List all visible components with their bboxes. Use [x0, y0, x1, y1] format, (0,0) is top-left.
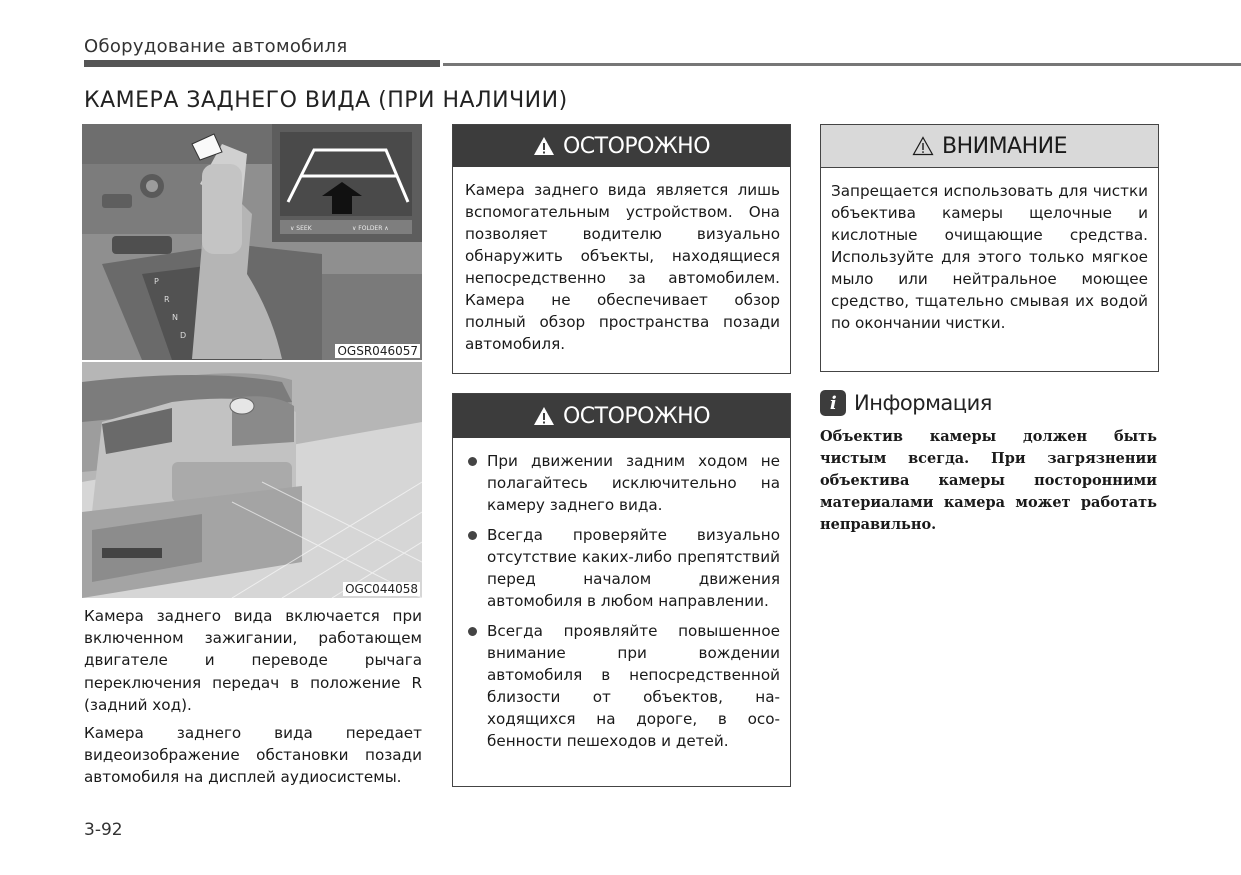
- notice-title: ВНИМАНИЕ: [941, 133, 1068, 159]
- warning-triangle-icon: [533, 136, 555, 156]
- section-title: Оборудование автомобиля: [84, 36, 348, 57]
- gear-shifter-illustration: [82, 124, 422, 360]
- info-header: [820, 390, 992, 416]
- page-number: 3-92: [84, 820, 123, 840]
- car-rear-illustration: [82, 362, 422, 598]
- svg-text:P: P: [154, 277, 159, 286]
- caution-box-bullets: [452, 393, 791, 787]
- list-item-text: Всегда проявляйте повышенное внимание при вождении автомобиля в непосредственной близости от объектов, находящихся на дороге, в особенности пешеходов и детей.: [487, 622, 780, 750]
- svg-text:N: N: [172, 313, 178, 322]
- page-title: КАМЕРА ЗАДНЕГО ВИДА (ПРИ НАЛИЧИИ): [84, 88, 568, 113]
- caution-header: [453, 125, 790, 167]
- image-code: OGC044058: [345, 582, 418, 596]
- info-icon: i: [820, 390, 846, 416]
- notice-box: [820, 124, 1159, 372]
- caution-title: ОСТОРОЖНО: [562, 133, 711, 159]
- caution-header: [453, 394, 790, 438]
- list-item: [465, 524, 780, 612]
- header-rule-thin: [443, 63, 1241, 66]
- caution-list: [453, 438, 790, 752]
- warning-outline-icon: [912, 136, 934, 156]
- warning-triangle-icon: [533, 406, 555, 426]
- info-text: Объектив камеры должен быть чистым всегда. При загрязнении объектива камеры посторонними материалами камера может работать неправильно.: [820, 428, 1157, 533]
- svg-text:∨ FOLDER ∧: ∨ FOLDER ∧: [352, 225, 389, 232]
- notice-header: [821, 125, 1158, 168]
- caution-text: Камера заднего вида является лишь вспомогательным устройством. Она позволяет водителю визуально обнаружить объекты, находящиеся непосредственно за автомобилем. Камера не обеспечивает обзор полный обзор пространства позади автомобиля.: [465, 181, 780, 353]
- list-item: [465, 620, 780, 752]
- list-item-text: При движении задним ходом не полагайтесь исключительно на камеру заднего вида.: [487, 452, 780, 514]
- list-item-text: Всегда проверяйте визуально отсутствие каких-либо препятствий перед началом движения автомобиля в любом направлении.: [487, 526, 780, 610]
- paragraph: Камера заднего вида передает видеоизображение обстановки позади автомобиля на дисплей аудиосистемы.: [84, 724, 422, 787]
- header-rule-thick: [84, 60, 440, 67]
- rear-camera-car-photo: [82, 362, 422, 598]
- image-code: OGSR046057: [337, 344, 418, 358]
- paragraph: Камера заднего вида включается при включенном зажигании, работающем двигателе и переводе рычага переключения передач в положение R (задний ход).: [84, 607, 422, 714]
- list-item: [465, 450, 780, 516]
- svg-text:R: R: [164, 295, 170, 304]
- info-title: Информация: [854, 391, 992, 415]
- bullet-icon: [468, 531, 477, 540]
- svg-text:∨ SEEK: ∨ SEEK: [290, 225, 312, 232]
- notice-text: Запрещается использовать для чистки объектива камеры щелочные и кислотные очищающие средства. Используйте для этого только мягкое мыло или нейтральное моющее средство, тщательно смывая их водой по окончании чистки.: [831, 182, 1148, 332]
- svg-text:D: D: [180, 331, 187, 340]
- left-column-text: [84, 605, 422, 795]
- caution-box: [452, 124, 791, 374]
- gear-shifter-photo: [82, 124, 422, 360]
- caution-title: ОСТОРОЖНО: [562, 403, 711, 429]
- bullet-icon: [468, 457, 477, 466]
- bullet-icon: [468, 627, 477, 636]
